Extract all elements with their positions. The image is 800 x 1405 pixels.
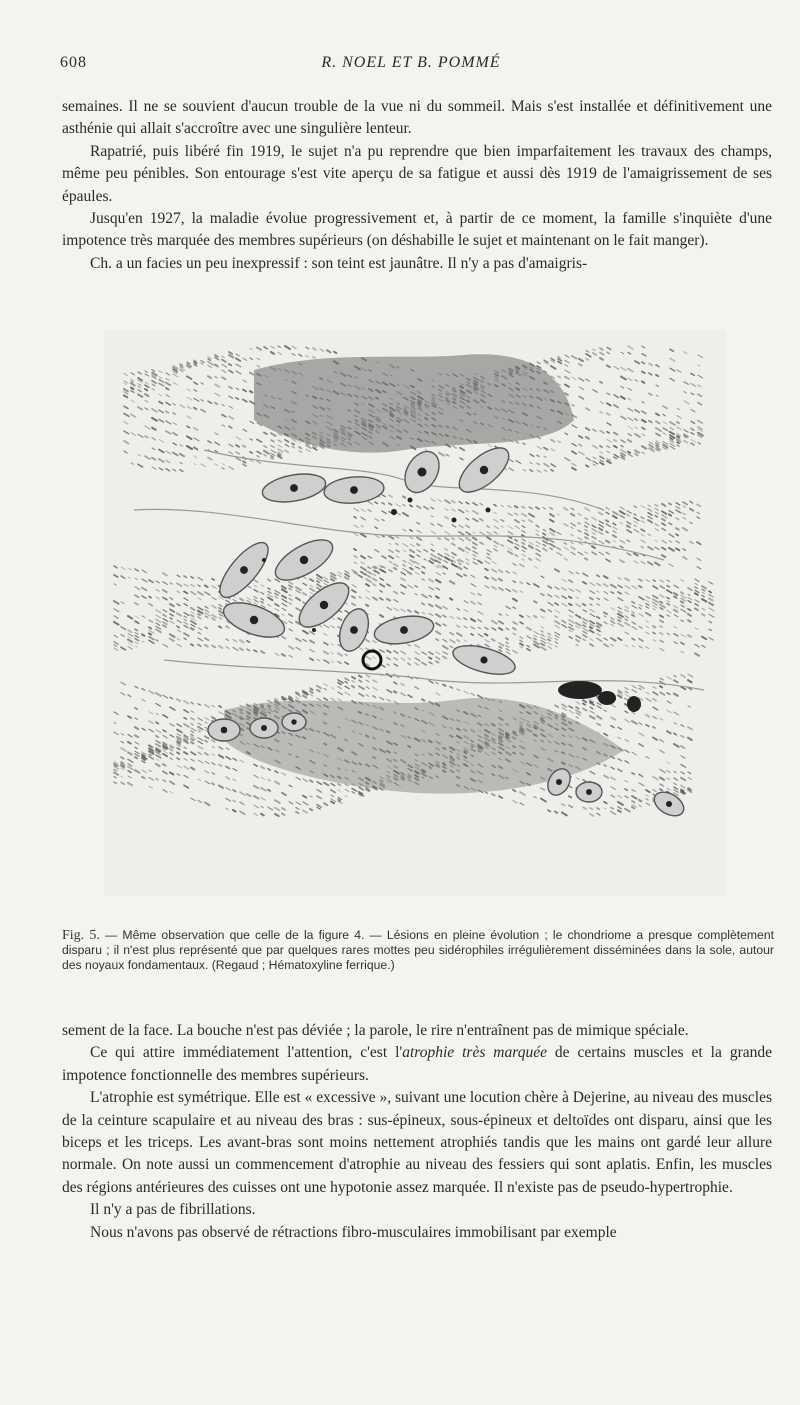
paragraph: Nous n'avons pas observé de rétractions fibro-musculaires immobilisant par exemple (90, 1223, 617, 1241)
striation-mark (543, 533, 545, 534)
nucleolus (290, 484, 298, 492)
striation-mark (681, 592, 683, 593)
striation-mark (597, 808, 599, 809)
striation-mark (450, 560, 452, 561)
striation-mark (142, 777, 144, 778)
striation-mark (499, 579, 502, 581)
striation-mark (417, 544, 419, 545)
text-run: de certains muscles et la grande impotence fonctionnelle des membres supérieurs. (62, 1044, 772, 1084)
striation-mark (583, 604, 585, 605)
striation-mark (653, 632, 655, 633)
striation-mark (632, 807, 634, 808)
striation-mark (534, 638, 536, 639)
striation-mark (529, 559, 532, 561)
striation-mark (219, 706, 221, 707)
striation-mark (352, 686, 354, 687)
striation-mark (394, 691, 396, 692)
striation-mark (219, 626, 221, 627)
nucleolus (240, 566, 248, 574)
striation-mark (396, 544, 398, 545)
striation-mark (579, 364, 582, 366)
striation-mark (642, 362, 644, 363)
striation-mark (667, 597, 669, 598)
emphasis: atrophie très marquée (402, 1044, 547, 1062)
striation-mark (163, 764, 165, 765)
striation-mark (534, 616, 537, 618)
striation-mark (149, 633, 151, 634)
bottom-text-block (62, 1020, 772, 1244)
striation-mark (205, 645, 208, 647)
striation-mark (669, 514, 671, 515)
striation-mark (464, 618, 466, 619)
striation-mark (585, 558, 587, 559)
striation-mark (156, 736, 158, 737)
striation-mark (135, 757, 137, 758)
striation-mark (250, 391, 252, 392)
striation-mark (268, 790, 270, 791)
dark-fiber-band (254, 354, 574, 452)
striation-mark (627, 515, 629, 516)
striation-mark (450, 598, 452, 599)
striation-mark (313, 357, 315, 358)
striation-mark (660, 686, 662, 687)
striation-mark (271, 456, 273, 457)
striation-mark (313, 348, 316, 350)
striation-mark (299, 447, 301, 448)
striation-mark (128, 742, 131, 744)
striation-mark (551, 470, 553, 471)
striation-mark (684, 392, 686, 393)
striation-mark (632, 773, 634, 774)
striation-mark (600, 446, 602, 447)
striation-mark (282, 654, 285, 656)
striation-mark (156, 722, 158, 723)
striation-mark (457, 640, 459, 641)
striation-mark (410, 530, 412, 531)
nucleolus (350, 626, 358, 634)
striation-mark (229, 364, 231, 365)
striation-mark (205, 740, 207, 741)
striation-mark (422, 699, 424, 700)
striation-mark (656, 375, 658, 376)
striation-mark (585, 526, 587, 527)
striation-mark (243, 446, 245, 447)
striation-mark (292, 443, 294, 444)
nucleolus (400, 626, 408, 634)
striation-mark (233, 810, 236, 812)
paragraph: Rapatrié, puis libéré fin 1919, le sujet n'a pu reprendre que bien imparfaitement les travaux des champs, même peu pénibles. Son entourage s'est vite aperçu de sa fatigue et aussi dès 1919 de l'amaigrissement de ses épaules. (62, 142, 772, 205)
running-title: R. NOEL ET B. POMMÉ (321, 54, 501, 71)
striation-mark (422, 603, 424, 604)
striation-mark (459, 563, 461, 564)
striation-mark (548, 633, 550, 634)
page-number: 608 (60, 54, 87, 71)
striation-mark (212, 783, 214, 784)
nucleolus (586, 789, 592, 795)
striation-mark (354, 549, 356, 550)
striation-mark (271, 458, 273, 459)
striation-mark (359, 676, 361, 677)
striation-mark (653, 626, 655, 627)
nucleolus (300, 556, 308, 564)
striation-mark (436, 639, 438, 640)
striation-mark (303, 602, 305, 603)
striation-mark (410, 505, 412, 506)
striation-mark (261, 602, 263, 603)
nucleolus (666, 801, 672, 807)
striation-mark (149, 627, 151, 628)
striation-mark (403, 496, 405, 497)
striation-mark (635, 419, 637, 420)
striation-mark (674, 733, 676, 734)
striation-mark (205, 585, 208, 587)
striation-mark (494, 505, 496, 506)
striation-mark (618, 810, 621, 812)
striation-mark (492, 639, 494, 640)
text-run: Ce qui attire immédiatement l'attention, c'est l' (90, 1044, 403, 1062)
striation-mark (438, 538, 440, 539)
striation-mark (366, 605, 368, 606)
striation-mark (485, 634, 487, 635)
striation-mark (677, 445, 679, 446)
striation-mark (653, 727, 655, 728)
striation-mark (250, 452, 252, 453)
striation-mark (676, 534, 678, 535)
striation-mark (702, 614, 705, 616)
striation-mark (709, 591, 711, 592)
striation-mark (614, 440, 616, 441)
striation-mark (499, 650, 501, 651)
striation-mark (317, 581, 319, 582)
striation-mark (614, 457, 616, 458)
striation-mark (215, 365, 218, 367)
nucleolus (556, 779, 562, 785)
paragraph: L'atrophie est symétrique. Elle est « excessive », suivant une locution chère à Dejerine, au niveau des muscles de la ceinture scapulaire et au niveau des bras : sus-épineux, sous-épineux et deltoïdes ont disparu, ainsi que les biceps et les triceps. Les avant-bras sont moins nettement atrophiés tandis que les mains ont gardé leur allure normale. On note aussi un commencement d'atrophie au niveau des fessiers qui sont aplatis. Enfin, les muscles des régions antérieures des cuisses ont une hypotonie assez marquée. Il n'existe pas de pseudo-hypertrophie. (62, 1089, 772, 1196)
striation-mark (597, 626, 599, 627)
nucleolus (261, 725, 267, 731)
striation-mark (268, 579, 270, 580)
striation-mark (506, 638, 508, 639)
striation-mark (569, 604, 572, 606)
striation-mark (403, 565, 405, 566)
striation-mark (408, 644, 410, 645)
striation-mark (586, 465, 588, 466)
striation-mark (131, 388, 133, 389)
striation-mark (606, 520, 608, 521)
caption-text: — Même observation que celle de la figure 4. — Lésions en pleine évolution ; le chondriome a presque complètement disparu ; il n'est plus représenté que par quelques rares mottes peu sidérophiles irrégulièrement disséminées dans la sole, autour des noyaux fondamentaux. (Regaud ; Hématoxyline ferrique.) (62, 928, 774, 972)
striation-mark (215, 403, 217, 404)
striation-mark (191, 628, 194, 630)
striation-mark (373, 696, 375, 697)
page-header (62, 54, 760, 78)
striation-mark (436, 661, 438, 662)
striation-mark (558, 376, 560, 377)
striation-mark (464, 574, 466, 575)
striation-mark (410, 568, 413, 570)
striation-mark (677, 422, 679, 423)
striation-mark (681, 602, 683, 603)
striation-mark (537, 463, 539, 464)
striation-mark (480, 519, 483, 521)
nucleolus (320, 601, 328, 609)
top-text-block (62, 96, 772, 275)
striation-mark (191, 734, 193, 735)
striation-mark (198, 614, 200, 615)
striation-mark (198, 617, 201, 619)
nucleolus (480, 466, 488, 474)
figure-label: Fig. 5. (62, 928, 100, 943)
paragraph: semaines. Il ne se souvient d'aucun trouble de la vue ni du sommeil. Mais s'est installée et définitivement une asthénie qui allait s'accroître avec une singulière lenteur. (62, 98, 772, 138)
striation-mark (590, 627, 592, 628)
striation-mark (569, 597, 571, 598)
striation-mark (669, 503, 671, 504)
striation-mark (607, 432, 609, 433)
nucleolus (221, 727, 228, 734)
striation-mark (639, 586, 641, 587)
striation-mark (310, 809, 312, 810)
paragraph: Jusqu'en 1927, la maladie évolue progressivement et, à partir de ce moment, la famille s'inquiète d'une impotence très marquée des membres supérieurs (on déshabille le sujet et maintenant on le fait manger). (62, 210, 772, 250)
striation-mark (600, 382, 602, 383)
striation-mark (515, 506, 517, 507)
striation-mark (604, 765, 606, 766)
striation-mark (166, 411, 168, 412)
striation-mark (191, 615, 194, 617)
striation-mark (569, 796, 571, 797)
striation-mark (334, 352, 336, 353)
striation-mark (688, 620, 691, 622)
muscle-tissue-drawing (104, 330, 726, 896)
striation-mark (522, 543, 525, 545)
striation-mark (142, 634, 144, 635)
striation-mark (261, 814, 264, 816)
striation-mark (695, 593, 698, 595)
striation-mark (177, 626, 179, 627)
striation-mark (247, 641, 249, 642)
striation-mark (583, 704, 585, 705)
figure-caption (62, 928, 774, 973)
striation-mark (548, 639, 550, 640)
striation-mark (201, 400, 203, 401)
striation-mark (639, 800, 641, 801)
striation-mark (597, 617, 599, 618)
striation-mark (170, 749, 172, 750)
striation-mark (135, 708, 137, 709)
striation-mark (627, 526, 630, 528)
striation-mark (194, 408, 196, 409)
striation-mark (607, 446, 609, 447)
striation-mark (166, 388, 169, 390)
striation-mark (625, 789, 627, 790)
striation-mark (660, 789, 662, 790)
striation-mark (436, 596, 439, 598)
striation-mark (212, 618, 215, 620)
striation-mark (642, 381, 644, 382)
striation-mark (550, 508, 552, 509)
nucleolus (250, 616, 258, 624)
striation-mark (443, 684, 446, 686)
paragraph: Il n'y a pas de fibrillations. (90, 1201, 256, 1219)
paragraph: sement de la face. La bouche n'est pas déviée ; la parole, le rire n'entraînent pas de mimique spéciale. (62, 1022, 689, 1039)
striation-mark (310, 780, 312, 781)
striation-mark (597, 575, 599, 576)
paragraph (62, 1042, 772, 1087)
striation-mark (219, 608, 221, 609)
striation-mark (408, 663, 410, 664)
nucleolus (418, 468, 427, 477)
striation-mark (677, 442, 679, 443)
striation-mark (628, 452, 630, 453)
striation-mark (264, 454, 266, 455)
nucleolus (350, 486, 358, 494)
striation-mark (191, 742, 193, 743)
striation-mark (452, 538, 454, 539)
nucleolus (480, 656, 487, 663)
paragraph: Ch. a un facies un peu inexpressif : son teint est jaunâtre. Il n'y a pas d'amaigris- (90, 254, 588, 272)
striation-mark (149, 596, 151, 597)
histology-figure (104, 330, 726, 896)
striation-mark (373, 584, 376, 586)
striation-mark (394, 568, 396, 569)
striation-mark (145, 389, 147, 390)
nucleolus (291, 719, 296, 724)
striation-mark (389, 503, 391, 504)
striation-mark (555, 811, 557, 812)
striation-mark (632, 615, 634, 616)
striation-mark (422, 572, 424, 573)
striation-mark (282, 813, 284, 814)
striation-mark (191, 644, 193, 645)
